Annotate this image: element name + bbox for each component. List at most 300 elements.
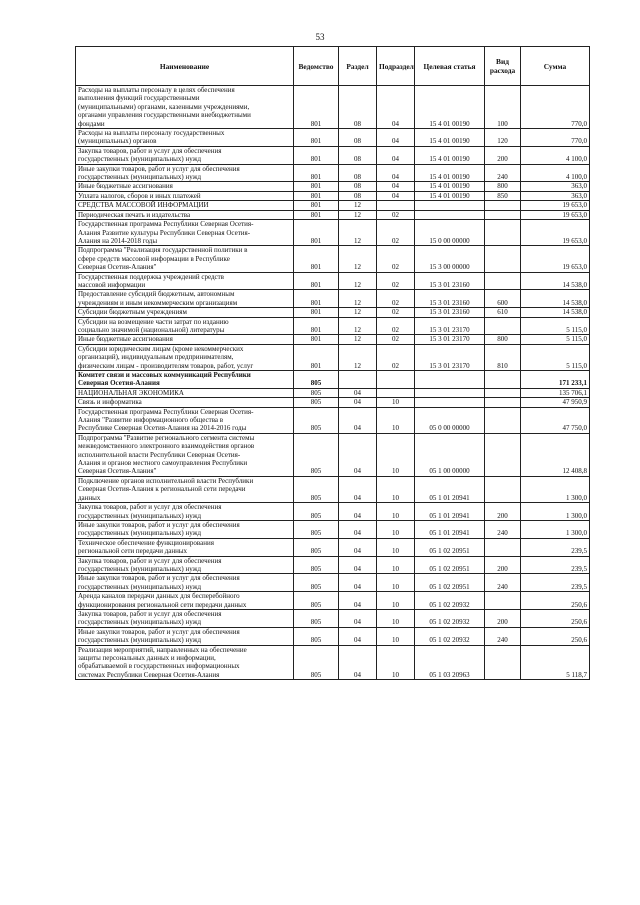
department-cell: 805 (294, 407, 339, 433)
table-row (76, 344, 590, 370)
table-row (76, 398, 590, 407)
table-row (76, 201, 590, 210)
table-row (76, 433, 590, 476)
row-name-cell (76, 371, 294, 389)
expense-type-cell (485, 645, 521, 680)
row-name-line: государственных (муниципальных) нужд (78, 173, 202, 182)
department-cell: 801 (294, 290, 339, 308)
table-row (76, 220, 590, 246)
row-name-line: учреждениям и иным некоммерческим организациям (78, 298, 238, 307)
row-name-cell (76, 146, 294, 164)
table-row (76, 645, 590, 680)
row-name-cell (76, 210, 294, 219)
row-name-line: Субсидии юридическим лицам (кроме некоммерческих (78, 344, 244, 353)
subsection-cell: 04 (377, 146, 415, 164)
row-name-cell (76, 191, 294, 200)
subsection-cell: 02 (377, 344, 415, 370)
target-article-cell: 05 1 03 20963 (415, 645, 485, 680)
amount-cell: 14 538,0 (521, 290, 590, 308)
section-cell (339, 371, 377, 389)
row-name-line: физическим лицам - производителям товаров, работ, услуг (78, 361, 254, 370)
row-name-line: Подпрограмма "Развитие регионального сегмента системы (78, 433, 255, 442)
row-name-line: Закупка товаров, работ и услуг для обеспечения (78, 503, 222, 512)
section-cell: 12 (339, 201, 377, 210)
amount-cell: 171 233,1 (521, 371, 590, 389)
section-cell: 04 (339, 627, 377, 645)
table-row (76, 592, 590, 610)
row-name-line: межведомственного электронного взаимодействия органов (78, 442, 255, 451)
row-name-line: Иные закупки товаров, работ и услуг для обеспечения (78, 574, 240, 583)
department-cell: 801 (294, 335, 339, 344)
amount-cell: 1 300,0 (521, 503, 590, 521)
target-article-cell (415, 201, 485, 210)
department-cell: 805 (294, 476, 339, 502)
table-body (76, 86, 590, 680)
row-name-line: государственных (муниципальных) нужд (78, 564, 202, 573)
subsection-cell: 10 (377, 476, 415, 502)
department-cell: 801 (294, 191, 339, 200)
expense-type-cell: 800 (485, 182, 521, 191)
row-name-cell (76, 407, 294, 433)
row-name-line: Иные закупки товаров, работ и услуг для обеспечения (78, 520, 240, 529)
expense-type-cell: 600 (485, 290, 521, 308)
amount-cell: 5 115,0 (521, 335, 590, 344)
row-name-line: Северная Осетия-Алания" (78, 467, 157, 476)
table-row (76, 129, 590, 147)
row-name-line: государственных (муниципальных) нужд (78, 529, 202, 538)
section-cell: 04 (339, 407, 377, 433)
row-name-cell (76, 335, 294, 344)
amount-cell: 770,0 (521, 86, 590, 129)
section-cell: 08 (339, 86, 377, 129)
department-cell: 801 (294, 201, 339, 210)
row-name-line: региональной сети передачи данных (78, 547, 188, 556)
target-article-cell: 05 1 02 20951 (415, 556, 485, 574)
row-name-line: государственных (муниципальных) нужд (78, 582, 202, 591)
section-cell: 04 (339, 645, 377, 680)
target-article-cell: 05 1 01 20941 (415, 476, 485, 502)
target-article-cell: 15 3 01 23170 (415, 317, 485, 335)
amount-cell: 239,5 (521, 556, 590, 574)
page-number: 53 (315, 32, 325, 42)
department-cell: 801 (294, 182, 339, 191)
section-cell: 04 (339, 520, 377, 538)
expense-type-cell (485, 433, 521, 476)
section-cell: 04 (339, 476, 377, 502)
row-name-line: Алания Развитие культуры Республики Северная Осетия- (78, 228, 251, 237)
amount-cell: 5 115,0 (521, 344, 590, 370)
section-cell: 04 (339, 574, 377, 592)
department-cell: 805 (294, 398, 339, 407)
target-article-cell: 15 4 01 00190 (415, 86, 485, 129)
subsection-cell: 10 (377, 556, 415, 574)
row-name-line: Расходы на выплаты персоналу в целях обеспечения (78, 86, 235, 94)
header-amount: Сумма (521, 47, 590, 86)
row-name-cell (76, 574, 294, 592)
row-name-cell (76, 433, 294, 476)
row-name-line: Закупка товаров, работ и услуг для обеспечения (78, 609, 222, 618)
table-row (76, 308, 590, 317)
department-cell: 801 (294, 308, 339, 317)
expense-type-cell (485, 407, 521, 433)
expense-type-cell: 200 (485, 609, 521, 627)
subsection-cell: 02 (377, 272, 415, 290)
subsection-cell: 02 (377, 335, 415, 344)
subsection-cell: 10 (377, 627, 415, 645)
amount-cell: 19 653,0 (521, 246, 590, 272)
expense-type-cell: 240 (485, 520, 521, 538)
expense-type-cell (485, 201, 521, 210)
table-row (76, 164, 590, 182)
department-cell: 805 (294, 503, 339, 521)
row-name-line: фондами (78, 119, 105, 128)
amount-cell: 47 950,9 (521, 398, 590, 407)
target-article-cell: 05 1 00 00000 (415, 433, 485, 476)
row-name-line: сфере средств массовой информации в Республике (78, 254, 230, 263)
department-cell: 801 (294, 146, 339, 164)
table-row (76, 476, 590, 502)
department-cell: 801 (294, 129, 339, 147)
target-article-cell: 15 3 01 23160 (415, 290, 485, 308)
header-target-article: Целевая статья (415, 47, 485, 86)
department-cell: 801 (294, 344, 339, 370)
row-name-cell (76, 592, 294, 610)
header-row (76, 47, 590, 86)
row-name-line: обрабатываемой в государственных информационных (78, 662, 240, 671)
section-cell: 04 (339, 388, 377, 397)
target-article-cell: 15 3 01 23170 (415, 344, 485, 370)
expense-type-cell: 100 (485, 86, 521, 129)
section-cell: 04 (339, 609, 377, 627)
row-name-line: Иные бюджетные ассигнования (78, 182, 173, 191)
row-name-line: Субсидии бюджетным учреждениям (78, 308, 187, 317)
amount-cell: 14 538,0 (521, 272, 590, 290)
expense-type-cell: 200 (485, 503, 521, 521)
table-row (76, 556, 590, 574)
amount-cell: 363,0 (521, 191, 590, 200)
row-name-cell (76, 272, 294, 290)
expense-type-cell: 240 (485, 164, 521, 182)
subsection-cell (377, 371, 415, 389)
row-name-line: государственных (муниципальных) нужд (78, 618, 202, 627)
row-name-cell (76, 164, 294, 182)
row-name-cell (76, 520, 294, 538)
header-subsection: Подраздел (377, 47, 415, 86)
target-article-cell: 15 4 01 00190 (415, 164, 485, 182)
expense-type-cell (485, 592, 521, 610)
row-name-cell (76, 538, 294, 556)
row-name-line: Алания на 2014-2018 годы (78, 236, 158, 245)
section-cell: 12 (339, 335, 377, 344)
amount-cell: 12 408,8 (521, 433, 590, 476)
table-row (76, 86, 590, 129)
department-cell: 801 (294, 210, 339, 219)
subsection-cell: 04 (377, 191, 415, 200)
target-article-cell (415, 388, 485, 397)
amount-cell: 363,0 (521, 182, 590, 191)
amount-cell: 770,0 (521, 129, 590, 147)
target-article-cell: 05 0 00 00000 (415, 407, 485, 433)
expense-type-cell (485, 476, 521, 502)
expense-type-cell: 810 (485, 344, 521, 370)
row-name-line: Связь и информатика (78, 398, 142, 407)
amount-cell: 19 653,0 (521, 201, 590, 210)
amount-cell: 1 300,0 (521, 520, 590, 538)
subsection-cell: 10 (377, 645, 415, 680)
target-article-cell: 15 4 01 00190 (415, 191, 485, 200)
section-cell: 04 (339, 538, 377, 556)
department-cell: 805 (294, 627, 339, 645)
target-article-cell: 05 1 01 20941 (415, 520, 485, 538)
table-row (76, 146, 590, 164)
section-cell: 12 (339, 220, 377, 246)
amount-cell: 14 538,0 (521, 308, 590, 317)
row-name-line: защиты персональных данных и информации, (78, 654, 216, 662)
section-cell: 04 (339, 398, 377, 407)
subsection-cell: 10 (377, 538, 415, 556)
subsection-cell: 02 (377, 210, 415, 219)
table-row (76, 335, 590, 344)
row-name-line: Закупка товаров, работ и услуг для обеспечения (78, 556, 222, 565)
header-name: Наименование (76, 47, 294, 86)
row-name-line: Иные закупки товаров, работ и услуг для обеспечения (78, 164, 240, 173)
amount-cell: 5 118,7 (521, 645, 590, 680)
section-cell: 12 (339, 344, 377, 370)
target-article-cell: 05 1 02 20932 (415, 592, 485, 610)
row-name-line: социально значимой (национальной) литературы (78, 325, 225, 334)
amount-cell: 4 100,0 (521, 146, 590, 164)
row-name-cell (76, 388, 294, 397)
section-cell: 12 (339, 308, 377, 317)
department-cell: 805 (294, 609, 339, 627)
row-name-line: государственных (муниципальных) нужд (78, 511, 202, 520)
header-section: Раздел (339, 47, 377, 86)
section-cell: 08 (339, 129, 377, 147)
department-cell: 805 (294, 520, 339, 538)
section-cell: 04 (339, 556, 377, 574)
section-cell: 12 (339, 272, 377, 290)
row-name-line: Субсидии на возмещение части затрат по изданию (78, 317, 229, 326)
row-name-cell (76, 308, 294, 317)
subsection-cell: 10 (377, 503, 415, 521)
table-row (76, 609, 590, 627)
row-name-line: Республике Северная Осетия-Алания на 2014-2016 годы (78, 424, 247, 433)
section-cell: 04 (339, 592, 377, 610)
target-article-cell: 15 4 01 00190 (415, 146, 485, 164)
row-name-line: Иные закупки товаров, работ и услуг для обеспечения (78, 627, 240, 636)
row-name-line: Северная Осетия-Алания (78, 379, 160, 388)
expense-type-cell (485, 388, 521, 397)
target-article-cell: 15 0 00 00000 (415, 220, 485, 246)
expense-type-cell (485, 210, 521, 219)
department-cell: 801 (294, 272, 339, 290)
subsection-cell: 04 (377, 129, 415, 147)
table-row (76, 520, 590, 538)
target-article-cell (415, 371, 485, 389)
section-cell: 04 (339, 433, 377, 476)
section-cell: 12 (339, 210, 377, 219)
row-name-line: Подключение органов исполнительной власти Республики (78, 476, 254, 485)
table-row (76, 210, 590, 219)
amount-cell: 250,6 (521, 609, 590, 627)
row-name-line: системах Республики Северная Осетия-Алания (78, 670, 220, 679)
expense-type-cell (485, 272, 521, 290)
table-row (76, 191, 590, 200)
section-cell: 08 (339, 164, 377, 182)
row-name-line: Северная Осетия-Алания к региональной сети передачи (78, 485, 246, 494)
expense-type-cell (485, 220, 521, 246)
department-cell: 805 (294, 388, 339, 397)
row-name-line: организаций), индивидуальным предпринимателям, (78, 353, 234, 362)
department-cell: 801 (294, 86, 339, 129)
row-name-line: Подпрограмма "Реализация государственной политики в (78, 246, 248, 255)
row-name-line: органами управления государственными внебюджетными (78, 111, 251, 120)
target-article-cell: 05 1 02 20932 (415, 609, 485, 627)
row-name-line: исполнительной власти Республики Северная Осетия- (78, 450, 241, 459)
table-row (76, 538, 590, 556)
subsection-cell (377, 201, 415, 210)
expense-type-cell (485, 371, 521, 389)
row-name-line: (муниципальных) органов (78, 137, 157, 146)
amount-cell: 47 750,0 (521, 407, 590, 433)
expense-type-cell (485, 246, 521, 272)
row-name-cell (76, 344, 294, 370)
target-article-cell: 15 3 01 23160 (415, 272, 485, 290)
target-article-cell: 05 1 02 20951 (415, 574, 485, 592)
table-row (76, 290, 590, 308)
expense-type-cell: 240 (485, 627, 521, 645)
target-article-cell: 05 1 01 20941 (415, 503, 485, 521)
expense-type-cell: 200 (485, 146, 521, 164)
row-name-cell (76, 129, 294, 147)
section-cell: 04 (339, 503, 377, 521)
table-row (76, 407, 590, 433)
row-name-line: Иные бюджетные ассигнования (78, 335, 173, 344)
amount-cell: 1 300,0 (521, 476, 590, 502)
amount-cell: 19 653,0 (521, 220, 590, 246)
header-department: Ведомство (294, 47, 339, 86)
row-name-line: Государственная программа Республики Северная Осетия- (78, 220, 254, 229)
section-cell: 08 (339, 146, 377, 164)
subsection-cell: 10 (377, 609, 415, 627)
department-cell: 805 (294, 371, 339, 389)
row-name-line: данных (78, 493, 101, 502)
table-row (76, 317, 590, 335)
row-name-line: СРЕДСТВА МАССОВОЙ ИНФОРМАЦИИ (78, 201, 209, 210)
table-row (76, 503, 590, 521)
section-cell: 12 (339, 246, 377, 272)
department-cell: 801 (294, 246, 339, 272)
row-name-cell (76, 398, 294, 407)
department-cell: 805 (294, 645, 339, 680)
row-name-line: Государственная программа Республики Северная Осетия- (78, 407, 254, 416)
section-cell: 08 (339, 182, 377, 191)
subsection-cell: 04 (377, 182, 415, 191)
row-name-cell (76, 290, 294, 308)
row-name-cell (76, 556, 294, 574)
expense-type-cell (485, 317, 521, 335)
row-name-line: массовой информации (78, 280, 146, 289)
amount-cell: 19 653,0 (521, 210, 590, 219)
row-name-cell (76, 220, 294, 246)
row-name-line: государственных (муниципальных) нужд (78, 155, 202, 164)
target-article-cell (415, 210, 485, 219)
expense-type-cell (485, 538, 521, 556)
amount-cell: 239,5 (521, 574, 590, 592)
row-name-line: (муниципальными) органами, казенными учреждениями, (78, 102, 250, 111)
row-name-line: Уплата налогов, сборов и иных платежей (78, 191, 201, 200)
department-cell: 801 (294, 317, 339, 335)
subsection-cell: 10 (377, 433, 415, 476)
amount-cell: 250,6 (521, 627, 590, 645)
expense-type-cell: 240 (485, 574, 521, 592)
expense-type-cell (485, 398, 521, 407)
row-name-cell (76, 476, 294, 502)
target-article-cell: 05 1 02 20951 (415, 538, 485, 556)
row-name-cell (76, 246, 294, 272)
department-cell: 805 (294, 592, 339, 610)
table-row (76, 272, 590, 290)
row-name-cell (76, 317, 294, 335)
row-name-line: функционирования региональной сети передачи данных (78, 600, 247, 609)
subsection-cell: 02 (377, 317, 415, 335)
subsection-cell: 04 (377, 164, 415, 182)
subsection-cell (377, 388, 415, 397)
target-article-cell (415, 398, 485, 407)
amount-cell: 5 115,0 (521, 317, 590, 335)
section-cell: 12 (339, 317, 377, 335)
row-name-cell (76, 645, 294, 680)
header-expense-type: Вид расхода (485, 47, 521, 86)
target-article-cell: 15 3 00 00000 (415, 246, 485, 272)
row-name-line: Государственная поддержка учреждений средств (78, 272, 224, 281)
row-name-line: Техническое обеспечение функционирования (78, 538, 214, 547)
department-cell: 805 (294, 574, 339, 592)
department-cell: 805 (294, 556, 339, 574)
target-article-cell: 05 1 02 20932 (415, 627, 485, 645)
department-cell: 805 (294, 433, 339, 476)
expense-type-cell: 120 (485, 129, 521, 147)
department-cell: 801 (294, 164, 339, 182)
subsection-cell: 02 (377, 220, 415, 246)
subsection-cell: 02 (377, 308, 415, 317)
expense-type-cell: 850 (485, 191, 521, 200)
expense-type-cell: 610 (485, 308, 521, 317)
row-name-line: НАЦИОНАЛЬНАЯ ЭКОНОМИКА (78, 388, 184, 397)
row-name-cell (76, 627, 294, 645)
target-article-cell: 15 4 01 00190 (415, 182, 485, 191)
subsection-cell: 02 (377, 246, 415, 272)
row-name-line: Аренда каналов передачи данных для бесперебойного (78, 592, 240, 601)
row-name-line: Периодическая печать и издательства (78, 210, 191, 219)
row-name-cell (76, 86, 294, 129)
target-article-cell: 15 3 01 23160 (415, 308, 485, 317)
amount-cell: 250,6 (521, 592, 590, 610)
row-name-line: Северная Осетия-Алания" (78, 263, 157, 272)
table-row (76, 574, 590, 592)
budget-table (75, 46, 590, 680)
table-row (76, 246, 590, 272)
amount-cell: 135 706,1 (521, 388, 590, 397)
row-name-line: Реализация мероприятий, направленных на обеспечение (78, 645, 247, 654)
table-row (76, 627, 590, 645)
row-name-line: Комитет связи и массовых коммуникаций Республики (78, 371, 251, 379)
amount-cell: 4 100,0 (521, 164, 590, 182)
row-name-cell (76, 182, 294, 191)
target-article-cell: 15 4 01 00190 (415, 129, 485, 147)
department-cell: 805 (294, 538, 339, 556)
expense-type-cell: 200 (485, 556, 521, 574)
